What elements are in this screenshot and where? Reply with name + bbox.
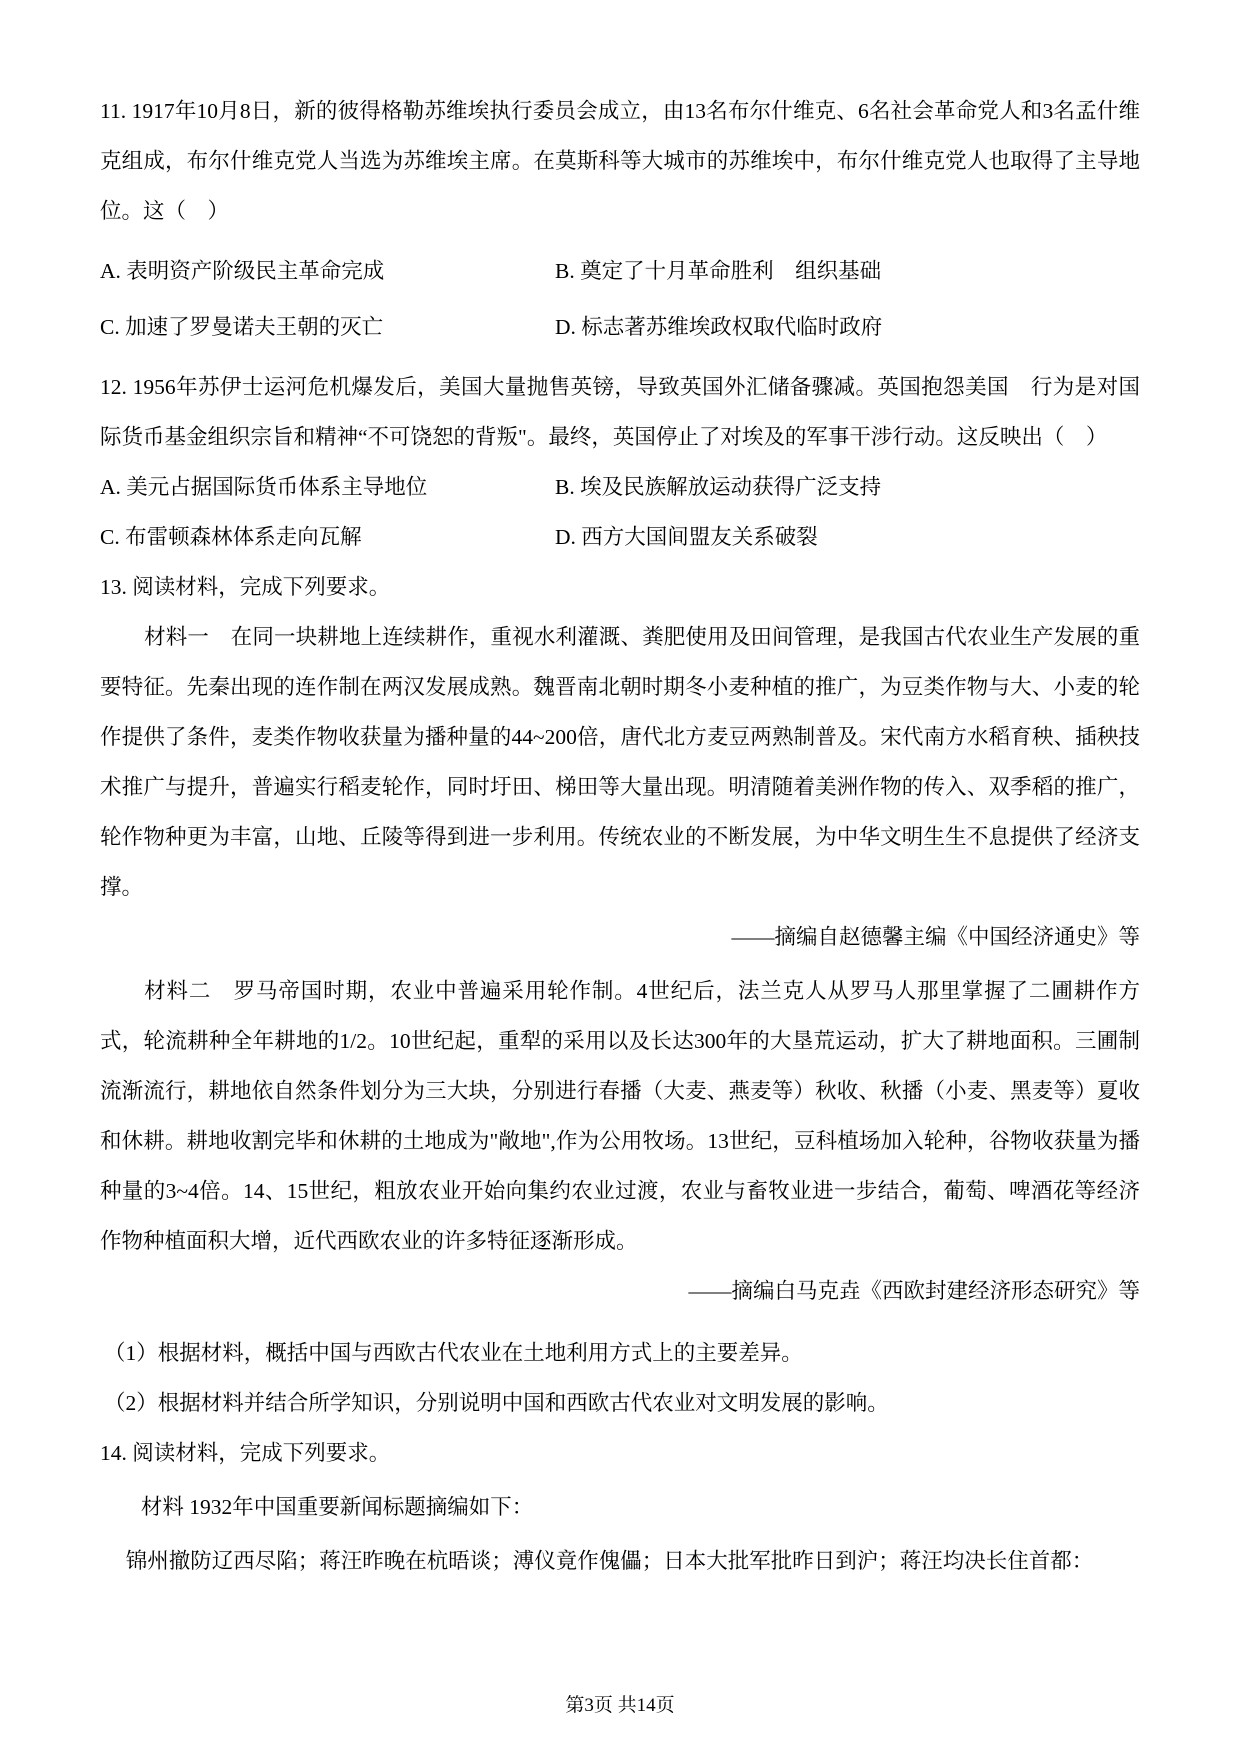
question-13-subquestion-2: （2）根据材料并结合所学知识，分别说明中国和西欧古代农业对文明发展的影响。 <box>104 1391 889 1415</box>
question-14-heading: 14. 阅读材料，完成下列要求。 <box>100 1441 391 1465</box>
question-11-options-ab <box>100 246 1140 296</box>
page-number-footer: 第3页 共14页 <box>565 1695 675 1716</box>
question-11-option-b: B. 奠定了十月革命胜利 组织基础 <box>555 259 882 283</box>
question-12-option-a: A. 美元占据国际货币体系主导地位 <box>100 475 428 499</box>
question-13-material-2: 材料二 罗马帝国时期，农业中普遍采用轮作制。4世纪后，法兰克人从罗马人那里掌握了二圃耕作方式，轮流耕种全年耕地的1/2。10世纪起，重犁的采用以及长达300年的大垦荒运动，扩大了耕地面积。三圃制流渐流行，耕地依自然条件划分为三大块，分别进行春播（大麦、燕麦等）秋收、秋播（小麦、黑麦等）夏收和休耕。耕地收割完毕和休耕的土地成为"敞地",作为公用牧场。13世纪，豆科植场加入轮种，谷物收获量为播种量的3~4倍。14、15世纪，粗放农业开始向集约农业过渡，农业与畜牧业进一步结合，葡萄、啤酒花等经济作物种植面积大增，近代西欧农业的许多特征逐渐形成。 <box>100 979 1140 1253</box>
question-14-headlines: 锦州撤防辽西尽陷；蒋汪昨晚在杭晤谈；溥仪竟作傀儡；日本大批军批昨日到沪；蒋汪均决长住首都： <box>125 1549 1094 1573</box>
question-13-source-1: ——摘编自赵德馨主编《中国经济通史》等 <box>731 925 1140 949</box>
question-12-option-d: D. 西方大国间盟友关系破裂 <box>555 525 818 549</box>
question-11-stem: 11. 1917年10月8日，新的彼得格勒苏维埃执行委员会成立，由13名布尔什维克、6名社会革命党人和3名孟什维克组成，布尔什维克党人当选为苏维埃主席。在莫斯科等大城市的苏维埃中，布尔什维克党人也取得了主导地位。这（ ） <box>100 99 1140 223</box>
question-11-option-d: D. 标志著苏维埃政权取代临时政府 <box>555 315 883 339</box>
question-13-source-2: ——摘编白马克垚《西欧封建经济形态研究》等 <box>688 1279 1140 1303</box>
question-12-options-cd <box>100 512 1140 562</box>
question-14-material-intro: 材料 1932年中国重要新闻标题摘编如下： <box>140 1495 534 1519</box>
question-12-stem: 12. 1956年苏伊士运河危机爆发后，美国大量抛售英镑，导致英国外汇储备骤减。英国抱怨美国 行为是对国际货币基金组织宗旨和精神“不可饶恕的背叛"。最终，英国停止了对埃及的军事干涉行动。这反映出（ ） <box>100 375 1140 449</box>
question-11-option-c: C. 加速了罗曼诺夫王朝的灭亡 <box>100 315 384 339</box>
question-11-options-cd <box>100 302 1140 352</box>
question-11-option-a: A. 表明资产阶级民主革命完成 <box>100 259 385 283</box>
question-12-option-c: C. 布雷顿森林体系走向瓦解 <box>100 525 362 549</box>
question-13-heading: 13. 阅读材料，完成下列要求。 <box>100 575 391 599</box>
question-12-option-b: B. 埃及民族解放运动获得广泛支持 <box>555 475 882 499</box>
question-13-subquestion-1: （1）根据材料，概括中国与西欧古代农业在土地利用方式上的主要差异。 <box>104 1341 803 1365</box>
question-12-options-ab <box>100 462 1140 512</box>
question-13-material-1: 材料一 在同一块耕地上连续耕作，重视水利灌溉、粪肥使用及田间管理，是我国古代农业生产发展的重要特征。先秦出现的连作制在两汉发展成熟。魏晋南北朝时期冬小麦种植的推广，为豆类作物与大、小麦的轮作提供了条件，麦类作物收获量为播种量的44~200倍，唐代北方麦豆两熟制普及。宋代南方水稻育秧、插秧技术推广与提升，普遍实行稻麦轮作，同时圩田、梯田等大量出现。明清随着美洲作物的传入、双季稻的推广，轮作物种更为丰富，山地、丘陵等得到进一步利用。传统农业的不断发展，为中华文明生生不息提供了经济支撑。 <box>100 625 1140 899</box>
